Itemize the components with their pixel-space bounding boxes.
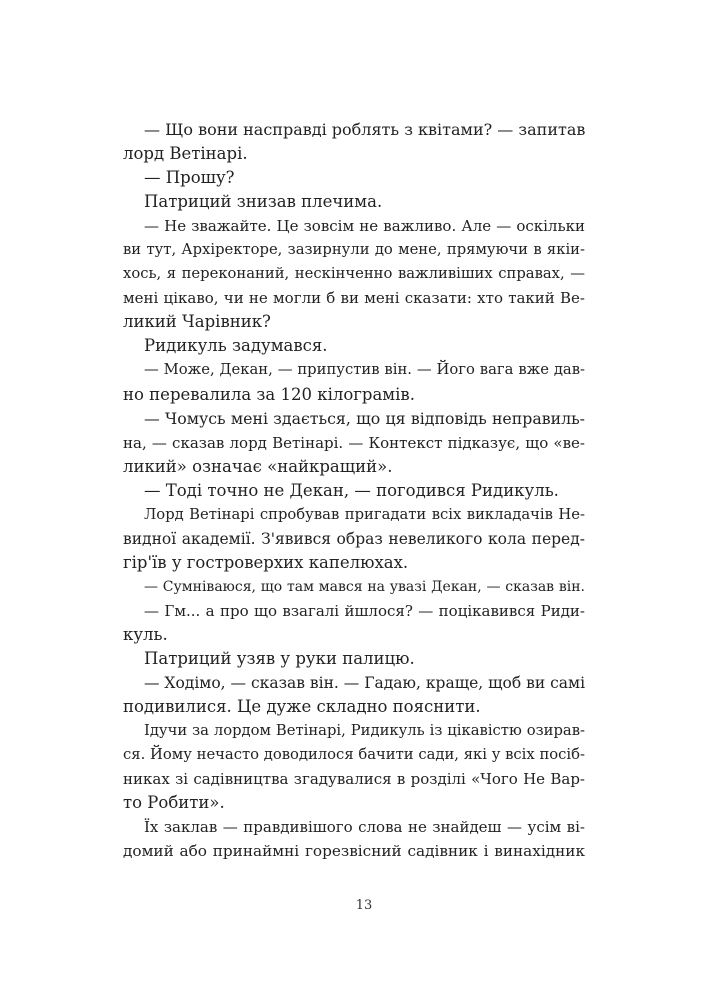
text-line: — Чомусь мені здається, що ця відповідь неправиль- <box>144 408 585 428</box>
text-line: ся. Йому нечасто доводилося бачити сади, які у всіх посіб- <box>123 746 585 764</box>
text-line: — Може, Декан, — припустив він. — Його вага вже дав- <box>144 361 585 379</box>
text-line: куль. <box>123 624 168 644</box>
text-line: но перевалила за 120 кілограмів. <box>123 384 415 404</box>
text-line: — Ходімо, — сказав він. — Гадаю, краще, щоб ви самі <box>144 674 586 693</box>
text-line: ликий» означає «найкращий». <box>123 456 393 476</box>
text-line: — Гм... а про що взагалі йшлося? — поцікавився Риди- <box>144 601 585 620</box>
text-line: Ідучи за лордом Ветінарі, Ридикуль із цікавістю озирав- <box>144 722 585 740</box>
text-line: гір'їв у гостроверхих капелюхах. <box>123 552 409 572</box>
text-line: подивилися. Це дуже складно пояснити. <box>123 697 481 717</box>
text-line: — Тоді точно не Декан, — погодився Ридикуль. <box>144 480 559 500</box>
text-line: видної академії. З'явився образ невеликого кола перед- <box>123 529 585 548</box>
text-line: Лорд Ветінарі спробував пригадати всіх викладачів Не- <box>144 505 585 523</box>
text-line: — Не зважайте. Це зовсім не важливо. Але — оскільки <box>144 217 585 236</box>
text-line: мені цікаво, чи не могли б ви мені сказати: хто такий Ве- <box>123 289 585 308</box>
page-number: 13 <box>355 898 373 913</box>
text-line: Ридикуль задумався. <box>144 336 328 356</box>
text-line: Їх заклав — правдивішого слова не знайдеш — усім ві- <box>144 818 585 837</box>
text-line: Патриций знизав плечима. <box>144 192 383 212</box>
text-line: — Прошу? <box>144 168 235 188</box>
text-line: — Що вони насправді роблять з квітами? — запитав <box>144 120 586 139</box>
body-text <box>123 118 585 863</box>
text-line: домий або принаймні горезвісний садівник і винахідник <box>123 842 585 861</box>
text-line: Патриций узяв у руки палицю. <box>144 649 415 669</box>
text-line: хось, я переконаний, нескінченно важливіших справах, — <box>123 265 585 283</box>
text-line: — Сумніваюся, що там мався на увазі Декан, — сказав він. <box>144 578 585 595</box>
text-line: ликий Чарівник? <box>123 312 271 332</box>
text-line: то Робити». <box>123 793 225 813</box>
text-line: ви тут, Архіректоре, зазирнули до мене, прямуючи в якіи- <box>123 241 585 259</box>
text-line: на, — сказав лорд Ветінарі. — Контекст підказує, що «ве- <box>123 433 585 452</box>
text-line: лорд Ветінарі. <box>123 144 248 164</box>
text-line: никах зі садівництва згадувалися в розділі «Чого Не Вар- <box>123 770 585 789</box>
